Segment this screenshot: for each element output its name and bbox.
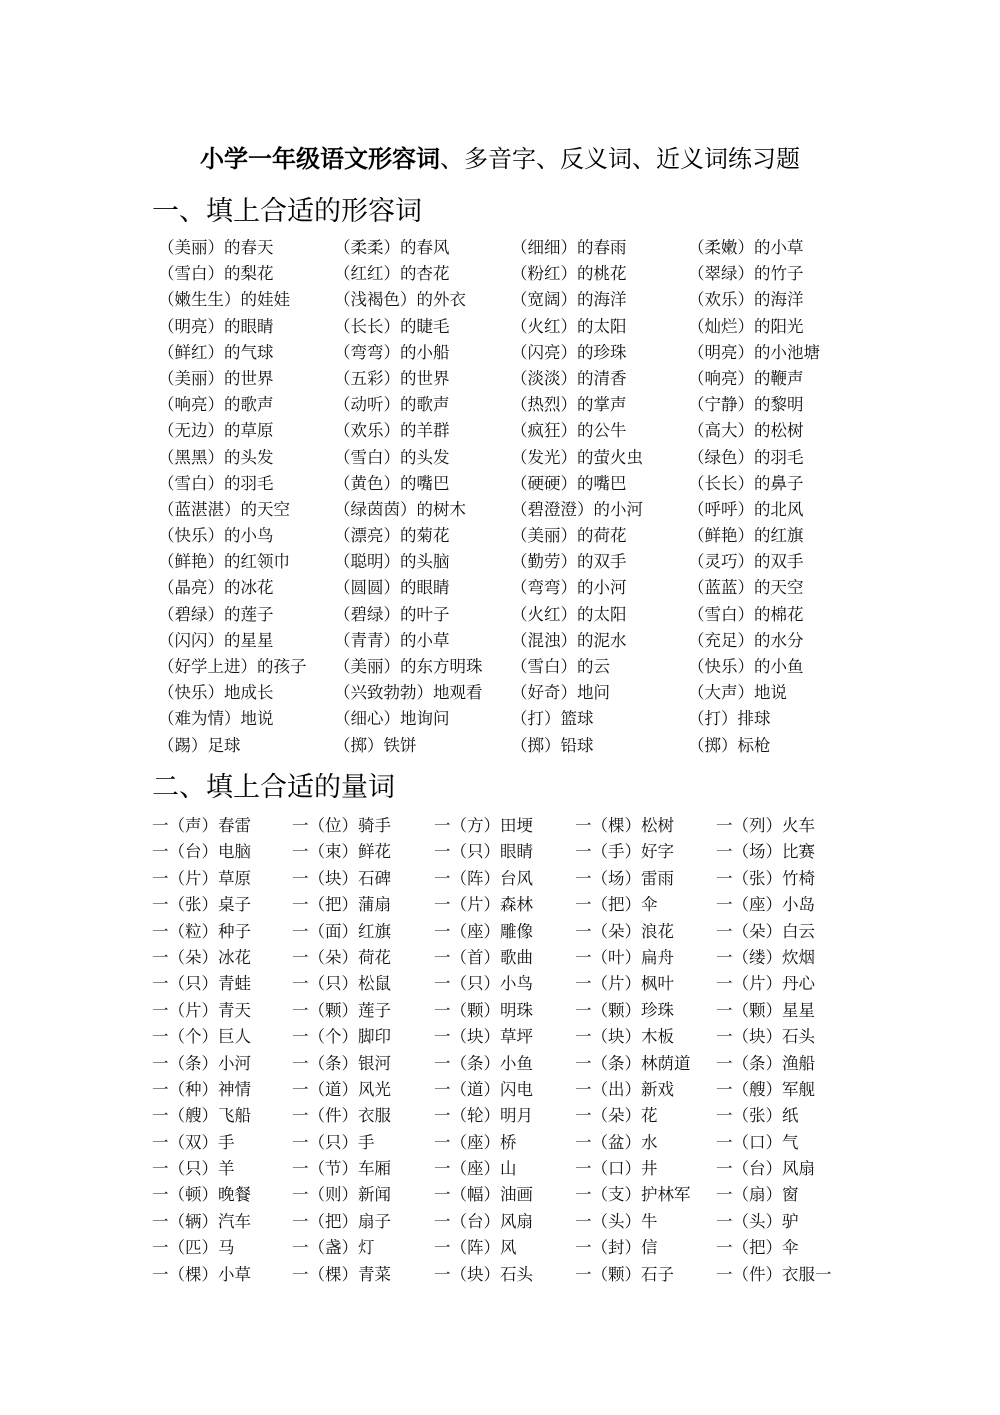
exercise-item: 一（条）小河 [152,1053,251,1073]
exercise-item: （翠绿）的竹子 [688,264,804,284]
exercise-item: （灿烂）的阳光 [688,316,804,336]
exercise-item: 一（台）风扇 [434,1211,533,1231]
exercise-item: 一（把）伞 [716,1238,799,1258]
exercise-item: 一（个）脚印 [292,1027,391,1047]
exercise-item: 一（头）牛 [575,1211,658,1231]
exercise-item: （美丽）的春天 [158,238,274,257]
exercise-item: 一（盏）灯 [292,1238,375,1258]
exercise-row [158,418,858,444]
exercise-item: 一（阵）台风 [434,868,533,888]
exercise-row [158,392,858,418]
exercise-item: （长长）的睫毛 [334,316,450,336]
exercise-item: 一（片）草原 [152,868,251,888]
section2-heading: 二、填上合适的量词 [152,772,395,803]
exercise-item: 一（颗）石子 [575,1264,674,1284]
exercise-item: （勤劳）的双手 [511,552,627,572]
exercise-item: （欢乐）的海洋 [688,290,804,310]
exercise-row [158,654,858,680]
exercise-item: （粉红）的桃花 [511,264,627,284]
exercise-item: （红红）的杏花 [334,264,450,284]
exercise-item: 一（朵）浪花 [575,921,674,941]
exercise-item: 一（场）比赛 [716,842,815,862]
exercise-row [152,998,852,1024]
exercise-item: 一（朵）花 [575,1106,658,1126]
exercise-item: （美丽）的世界 [158,368,274,388]
exercise-row [152,839,852,865]
exercise-item: （五彩）的世界 [334,368,450,388]
exercise-item: （雪白）的羽毛 [158,473,274,493]
exercise-item: （大声）地说 [688,683,787,703]
exercise-row [158,287,858,313]
exercise-row [152,1262,852,1288]
exercise-item: （鲜艳）的红旗 [688,526,804,546]
exercise-item: （火红）的太阳 [511,604,627,624]
exercise-item: 一（只）眼睛 [434,842,533,862]
exercise-item: 一（双）手 [152,1132,235,1152]
exercise-item: （欢乐）的羊群 [334,421,450,441]
exercise-item: 一（台）风扇 [716,1159,815,1179]
page-title [0,142,1000,176]
exercise-item: 一（座）桥 [434,1132,517,1152]
exercise-item: （晶亮）的冰花 [158,578,274,598]
exercise-item: 一（出）新戏 [575,1079,674,1099]
exercise-item: 一（扇）窗 [716,1185,799,1205]
exercise-item: （细心）地询问 [334,709,450,729]
exercise-item: 一（张）桌子 [152,895,251,915]
exercise-item: 一（则）新闻 [292,1185,391,1205]
exercise-item: 一（条）小鱼 [434,1053,533,1073]
exercise-item: 一（块）草坪 [434,1027,533,1047]
exercise-item: （响亮）的歌声 [158,395,274,415]
exercise-item: （碧绿）的莲子 [158,604,274,624]
exercise-item: 一（片）森林 [434,895,533,915]
exercise-item: 一（颗）珍珠 [575,1000,674,1020]
exercise-item: （聪明）的头脑 [334,552,450,572]
exercise-row [152,1156,852,1182]
exercise-row [152,813,852,839]
exercise-item: （好学上进）的孩子 [158,657,307,676]
exercise-item: 一（棵）小草 [152,1264,251,1284]
exercise-item: （掷）标枪 [688,735,771,755]
exercise-row [152,945,852,971]
exercise-item: （好奇）地问 [511,683,610,703]
exercise-item: 一（口）井 [575,1159,658,1179]
exercise-row [152,892,852,918]
exercise-row [158,235,858,261]
exercise-row [152,1051,852,1077]
exercise-item: （雪白）的头发 [334,447,450,467]
exercise-item: 一（把）扇子 [292,1211,391,1231]
exercise-item: 一（只）小鸟 [434,974,533,994]
exercise-item: （明亮）的小池塘 [688,342,820,362]
exercise-item: 一（匹）马 [152,1238,235,1258]
exercise-item: （美丽）的荷花 [511,526,627,546]
exercise-item: （雪白）的棉花 [688,604,804,624]
exercise-row [152,1209,852,1235]
exercise-item: 一（只）手 [292,1132,375,1152]
exercise-item: （美丽）的东方明珠 [334,657,483,676]
exercise-item: 一（件）衣服 [292,1106,391,1126]
exercise-row [152,866,852,892]
exercise-item: （响亮）的鞭声 [688,368,804,388]
exercise-item: （宽阔）的海洋 [511,290,627,310]
measure-word-exercise-list [152,813,852,1288]
exercise-row [152,919,852,945]
exercise-item: 一（面）红旗 [292,921,391,941]
exercise-item: （蓝湛湛）的天空 [158,499,290,519]
exercise-item: 一（把）伞 [575,895,658,915]
exercise-item: 一（条）林荫道 [575,1053,691,1073]
exercise-item: 一（条）渔船 [716,1053,815,1073]
exercise-item: （打）篮球 [511,709,594,729]
exercise-item: 一（列）火车 [716,816,815,835]
title-rest-part: 、多音字、反义词、近义词练习题 [440,145,800,173]
exercise-item: （浅褐色）的外衣 [334,290,466,310]
exercise-item: （黑黑）的头发 [158,447,274,467]
exercise-item: 一（颗）莲子 [292,1000,391,1020]
exercise-item: （快乐）的小鸟 [158,526,274,546]
exercise-item: 一（张）纸 [716,1106,799,1126]
exercise-item: 一（朵）冰花 [152,947,251,967]
exercise-item: 一（幅）油画 [434,1185,533,1205]
exercise-item: （无边）的草原 [158,421,274,441]
title-bold-part: 小学一年级语文形容词 [200,144,440,173]
exercise-item: 一（首）歌曲 [434,947,533,967]
exercise-item: 一（片）青天 [152,1000,251,1020]
exercise-item: 一（只）青蛙 [152,974,251,994]
exercise-item: （柔柔）的春风 [334,238,450,257]
exercise-item: 一（片）丹心 [716,974,815,994]
exercise-item: 一（道）风光 [292,1079,391,1099]
exercise-item: （硬硬）的嘴巴 [511,473,627,493]
exercise-item: 一（朵）白云 [716,921,815,941]
exercise-item: 一（把）蒲扇 [292,895,391,915]
exercise-row [158,261,858,287]
exercise-item: 一（个）巨人 [152,1027,251,1047]
exercise-row [158,602,858,628]
exercise-item: 一（声）春雷 [152,816,251,835]
exercise-item: 一（缕）炊烟 [716,947,815,967]
exercise-item: （弯弯）的小河 [511,578,627,598]
exercise-item: （发光）的萤火虫 [511,447,643,467]
exercise-row [152,971,852,997]
exercise-item: （掷）铅球 [511,735,594,755]
exercise-item: （淡淡）的清香 [511,368,627,388]
exercise-item: （碧绿）的叶子 [334,604,450,624]
exercise-item: 一（场）雷雨 [575,868,674,888]
exercise-item: 一（阵）风 [434,1238,517,1258]
exercise-item: 一（座）雕像 [434,921,533,941]
exercise-row [152,1235,852,1261]
exercise-item: 一（轮）明月 [434,1106,533,1126]
exercise-item: （鲜艳）的红领巾 [158,552,290,572]
exercise-item: 一（位）骑手 [292,816,391,835]
exercise-item: （呼呼）的北风 [688,499,804,519]
exercise-item: 一（棵）松树 [575,816,674,835]
exercise-item: （圆圆）的眼睛 [334,578,450,598]
exercise-item: （难为情）地说 [158,709,274,729]
exercise-item: 一（朵）荷花 [292,947,391,967]
exercise-row [158,680,858,706]
exercise-item: 一（颗）明珠 [434,1000,533,1020]
exercise-item: 一（块）石头 [434,1264,533,1284]
exercise-row [158,445,858,471]
exercise-item: 一（件）衣服一 [716,1264,832,1284]
exercise-item: （雪白）的梨花 [158,264,274,284]
exercise-item: （闪亮）的珍珠 [511,342,627,362]
exercise-item: （灵巧）的双手 [688,552,804,572]
exercise-row [158,366,858,392]
exercise-item: （快乐）的小鱼 [688,657,804,676]
exercise-item: （兴致勃勃）地观看 [334,683,483,703]
exercise-row [158,706,858,732]
exercise-item: （弯弯）的小船 [334,342,450,362]
exercise-item: 一（头）驴 [716,1211,799,1231]
exercise-item: 一（方）田埂 [434,816,533,835]
exercise-item: （高大）的松树 [688,421,804,441]
exercise-item: 一（座）小岛 [716,895,815,915]
exercise-row [152,1024,852,1050]
exercise-item: （漂亮）的菊花 [334,526,450,546]
exercise-row [158,314,858,340]
exercise-item: 一（只）羊 [152,1159,235,1179]
exercise-row [158,549,858,575]
exercise-item: 一（块）石头 [716,1027,815,1047]
exercise-item: （柔嫩）的小草 [688,238,804,257]
exercise-item: （混浊）的泥水 [511,630,627,650]
exercise-item: 一（张）竹椅 [716,868,815,888]
exercise-item: （绿茵茵）的树木 [334,499,466,519]
exercise-row [158,523,858,549]
exercise-row [158,733,858,759]
exercise-item: （掷）铁饼 [334,735,417,755]
exercise-item: （宁静）的黎明 [688,395,804,415]
exercise-item: 一（束）鲜花 [292,842,391,862]
exercise-row [158,628,858,654]
section1-heading: 一、填上合适的形容词 [152,196,422,227]
exercise-row [152,1103,852,1129]
exercise-item: （嫩生生）的娃娃 [158,290,290,310]
exercise-item: （火红）的太阳 [511,316,627,336]
exercise-row [158,575,858,601]
exercise-item: 一（艘）飞船 [152,1106,251,1126]
exercise-item: （踢）足球 [158,735,241,755]
exercise-item: （细细）的春雨 [511,238,627,257]
exercise-item: 一（片）枫叶 [575,974,674,994]
exercise-row [158,340,858,366]
exercise-item: 一（顿）晚餐 [152,1185,251,1205]
exercise-item: 一（棵）青菜 [292,1264,391,1284]
exercise-item: （绿色）的羽毛 [688,447,804,467]
exercise-item: 一（手）好字 [575,842,674,862]
exercise-item: （青青）的小草 [334,630,450,650]
exercise-item: （快乐）地成长 [158,683,274,703]
exercise-item: 一（座）山 [434,1159,517,1179]
exercise-row [152,1077,852,1103]
exercise-row [158,471,858,497]
exercise-item: （明亮）的眼睛 [158,316,274,336]
exercise-item: 一（辆）汽车 [152,1211,251,1231]
adjective-exercise-list [158,235,858,759]
exercise-item: 一（条）银河 [292,1053,391,1073]
exercise-item: 一（块）石碑 [292,868,391,888]
exercise-item: 一（口）气 [716,1132,799,1152]
exercise-item: （长长）的鼻子 [688,473,804,493]
exercise-row [158,497,858,523]
exercise-item: （热烈）的掌声 [511,395,627,415]
exercise-item: （疯狂）的公牛 [511,421,627,441]
exercise-item: （闪闪）的星星 [158,630,274,650]
exercise-item: （充足）的水分 [688,630,804,650]
exercise-item: （碧澄澄）的小河 [511,499,643,519]
exercise-item: 一（台）电脑 [152,842,251,862]
exercise-item: （蓝蓝）的天空 [688,578,804,598]
exercise-item: 一（只）松鼠 [292,974,391,994]
exercise-item: （动听）的歌声 [334,395,450,415]
exercise-item: （打）排球 [688,709,771,729]
exercise-item: 一（支）护林军 [575,1185,691,1205]
exercise-item: 一（颗）星星 [716,1000,815,1020]
exercise-item: 一（块）木板 [575,1027,674,1047]
exercise-item: （黄色）的嘴巴 [334,473,450,493]
exercise-row [152,1130,852,1156]
exercise-item: （雪白）的云 [511,657,610,676]
exercise-item: 一（盆）水 [575,1132,658,1152]
exercise-item: 一（道）闪电 [434,1079,533,1099]
exercise-item: 一（种）神情 [152,1079,251,1099]
exercise-item: 一（封）信 [575,1238,658,1258]
exercise-item: 一（粒）种子 [152,921,251,941]
exercise-item: （鲜红）的气球 [158,342,274,362]
exercise-item: 一（艘）军舰 [716,1079,815,1099]
exercise-item: 一（叶）扁舟 [575,947,674,967]
exercise-row [152,1182,852,1208]
exercise-item: 一（节）车厢 [292,1159,391,1179]
